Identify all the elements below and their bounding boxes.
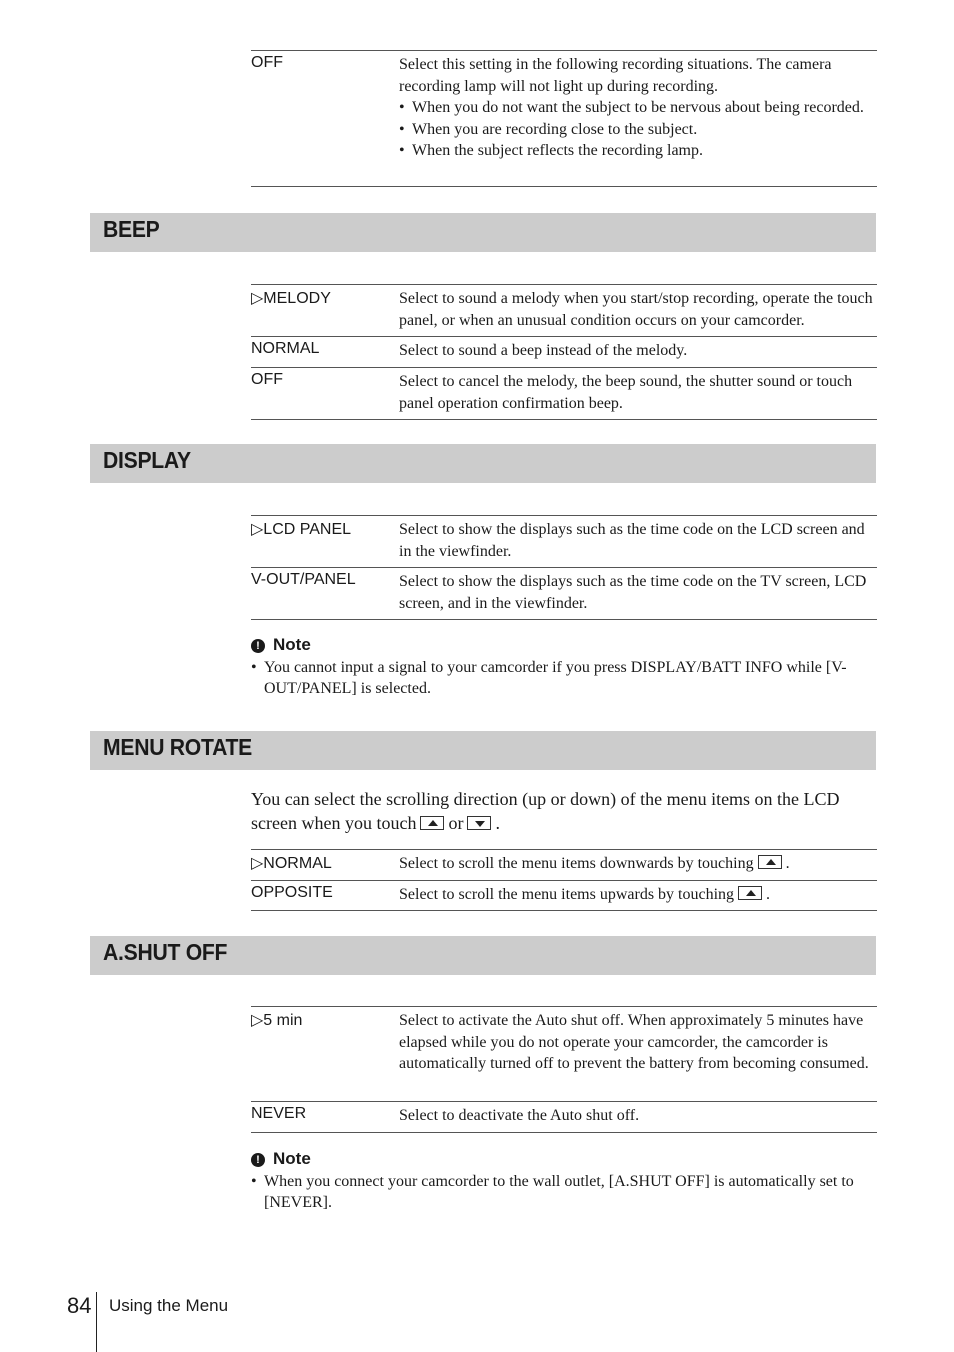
- option-description: Select to scroll the menu items downwards by touching .: [399, 855, 790, 872]
- shut-off-table: [251, 1006, 877, 1133]
- table-row: [251, 336, 877, 367]
- table-row: [251, 567, 877, 620]
- down-arrow-button-icon: [467, 816, 491, 830]
- display-table: [251, 515, 877, 620]
- table-row: [251, 1006, 877, 1101]
- option-description: Select to cancel the melody, the beep sound, the shutter sound or touch panel operation confirmation beep.: [399, 373, 853, 412]
- option-label: ▷MELODY: [251, 290, 331, 307]
- table-row: [251, 849, 877, 880]
- option-description: Select to sound a beep instead of the melody.: [399, 342, 688, 359]
- note-text: • When you connect your camcorder to the wall outlet, [A.SHUT OFF] is automatically set to [NEVER].: [251, 1171, 877, 1213]
- section-title: MENU ROTATE: [103, 734, 252, 760]
- option-label: NORMAL: [251, 340, 320, 357]
- option-label: OFF: [251, 54, 283, 71]
- table-row: [251, 1101, 877, 1133]
- footer-section-title: Using the Menu: [109, 1296, 229, 1315]
- up-arrow-button-icon: [758, 855, 782, 869]
- option-label: NEVER: [251, 1105, 307, 1122]
- option-label: OFF: [251, 371, 283, 388]
- section-title: DISPLAY: [103, 447, 191, 473]
- option-description: Select this setting in the following recording situations. The camera recording lamp will not light up during recording. • When you do not want the subject to be nervous about being recorded. • When you are recording close to the subject. • When the subject reflects the recording lamp.: [399, 51, 877, 168]
- note-icon: !: [251, 1153, 265, 1167]
- section-header-beep: [90, 213, 876, 252]
- up-arrow-button-icon: [420, 816, 444, 830]
- table-row: [251, 880, 877, 911]
- menu-rotate-table: [251, 849, 877, 911]
- intro-paragraph: You can select the scrolling direction (up or down) of the menu items on the LCD screen when you touch or .: [251, 789, 840, 833]
- option-label: ▷LCD PANEL: [251, 521, 352, 538]
- up-arrow-button-icon: [738, 886, 762, 900]
- footer-divider: [96, 1292, 97, 1352]
- table-row: [251, 367, 877, 420]
- beep-table: [251, 284, 877, 420]
- option-description: Select to sound a melody when you start/stop recording, operate the touch panel, or when an unusual condition occurs on your camcorder.: [399, 290, 873, 329]
- section-header-shut-off: [90, 936, 876, 975]
- option-label: ▷5 min: [251, 1012, 303, 1029]
- page-number: 84: [67, 1293, 92, 1318]
- note-icon: !: [251, 639, 265, 653]
- option-description: Select to show the displays such as the time code on the LCD screen and in the viewfinder.: [399, 521, 865, 560]
- option-label: ▷NORMAL: [251, 855, 332, 872]
- note-heading: ! Note: [251, 635, 311, 655]
- option-label: OPPOSITE: [251, 884, 333, 901]
- option-description: Select to show the displays such as the time code on the TV screen, LCD screen, and in the viewfinder.: [399, 573, 867, 612]
- section-header-display: [90, 444, 876, 483]
- option-description: Select to scroll the menu items upwards by touching .: [399, 886, 771, 903]
- note-text: • You cannot input a signal to your camcorder if you press DISPLAY/BATT INFO while [V-OUT/PANEL] is selected.: [251, 657, 877, 699]
- note-heading: ! Note: [251, 1149, 311, 1169]
- bullet-item: • When you are recording close to the subject.: [399, 119, 877, 141]
- section-header-menu-rotate: [90, 731, 876, 770]
- option-label: V-OUT/PANEL: [251, 571, 356, 588]
- table-row: [251, 50, 877, 187]
- table-row: [251, 284, 877, 336]
- section-title: BEEP: [103, 216, 160, 242]
- table-row: [251, 515, 877, 567]
- bullet-item: • When you do not want the subject to be nervous about being recorded.: [399, 97, 877, 119]
- top-settings-table: [251, 50, 877, 187]
- section-title: A.SHUT OFF: [103, 939, 228, 965]
- option-description: Select to deactivate the Auto shut off.: [399, 1107, 640, 1124]
- option-description: Select to activate the Auto shut off. When approximately 5 minutes have elapsed while you do not operate your camcorder, the camcorder is automatically turned off to prevent the battery from becoming consumed.: [399, 1012, 869, 1072]
- bullet-item: • When the subject reflects the recording lamp.: [399, 140, 877, 162]
